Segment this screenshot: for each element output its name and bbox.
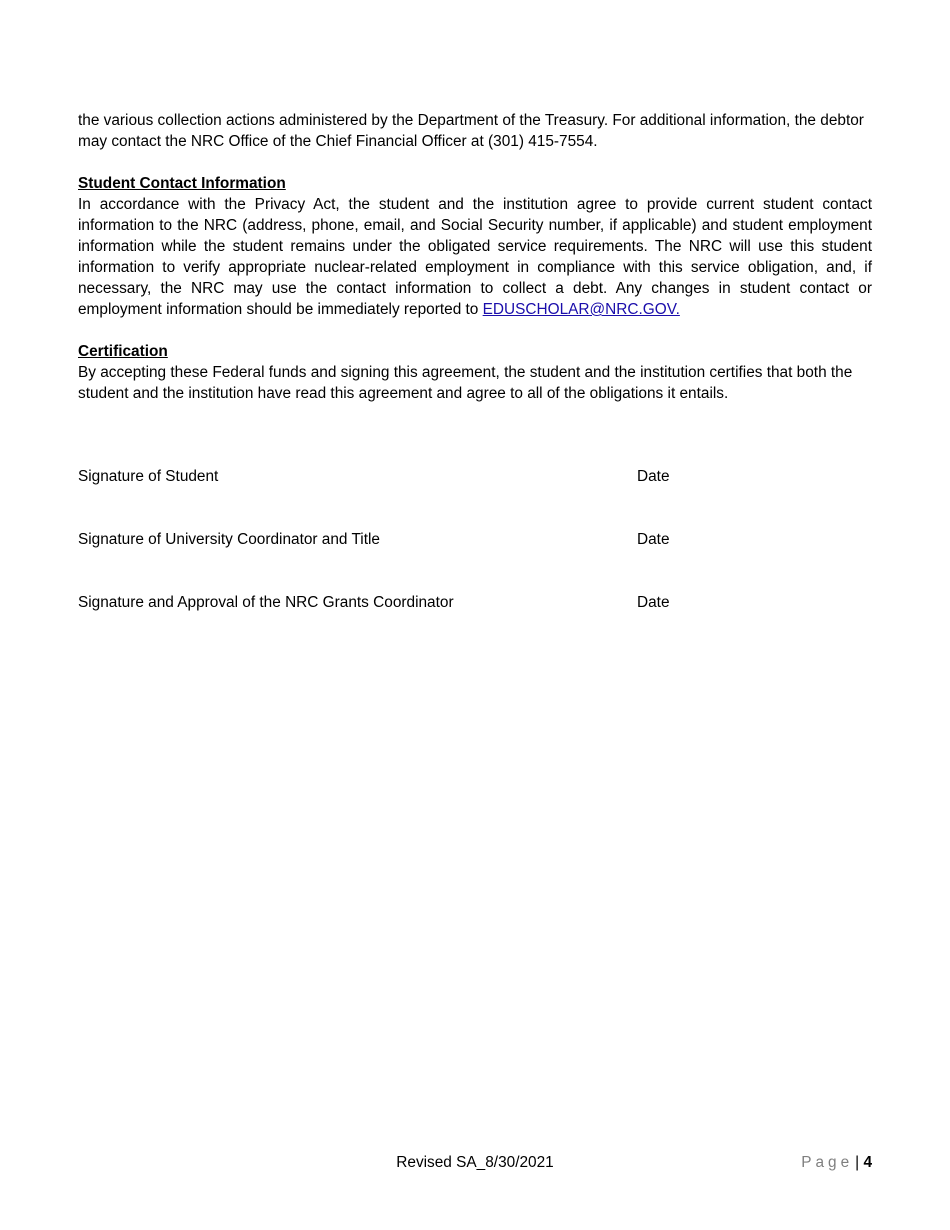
footer-page-number — [801, 1152, 872, 1173]
signature-row-university-coordinator — [78, 529, 872, 550]
signature-label-university-coordinator: Signature of University Coordinator and Title — [78, 531, 380, 548]
footer-revision: Revised SA_8/30/2021 — [396, 1154, 554, 1171]
signature-label-nrc-grants-coordinator: Signature and Approval of the NRC Grants Coordinator — [78, 594, 454, 611]
signature-row-student — [78, 466, 872, 487]
signature-row-nrc-grants-coordinator — [78, 592, 872, 613]
spacer — [78, 320, 872, 341]
date-label-university-coordinator: Date — [637, 531, 670, 548]
date-label-student: Date — [637, 468, 670, 485]
date-label-nrc-grants-coordinator: Date — [637, 594, 670, 611]
page-word: Page — [801, 1154, 854, 1171]
student-contact-heading: Student Contact Information — [78, 175, 286, 192]
page-separator: | — [855, 1154, 860, 1171]
signature-label-student: Signature of Student — [78, 468, 219, 485]
intro-paragraph: the various collection actions administered by the Department of the Treasury. For additional information, the debtor may contact the NRC Office of the Chief Financial Officer at (301) 415-7554. — [78, 112, 864, 150]
student-contact-paragraph — [78, 194, 872, 320]
certification-heading: Certification — [78, 343, 168, 360]
eduscholar-email-link[interactable]: EDUSCHOLAR@NRC.GOV. — [482, 301, 680, 318]
student-contact-text: In accordance with the Privacy Act, the student and the institution agree to provide current student contact information to the NRC (address, phone, email, and Social Security number, if applicable) and student employment information while the student remains under the obligated service requirements. The NRC will use this student information to verify appropriate nuclear-related employment in compliance with this service obligation, and, if necessary, the NRC may use the contact information to collect a debt. Any changes in student contact or employment information should be immediately reported to — [78, 196, 872, 318]
page-number: 4 — [863, 1154, 872, 1171]
document-body — [78, 110, 872, 404]
certification-paragraph: By accepting these Federal funds and signing this agreement, the student and the institution certifies that both the student and the institution have read this agreement and agree to all of the obligations it entails. — [78, 364, 853, 402]
spacer — [78, 152, 872, 173]
